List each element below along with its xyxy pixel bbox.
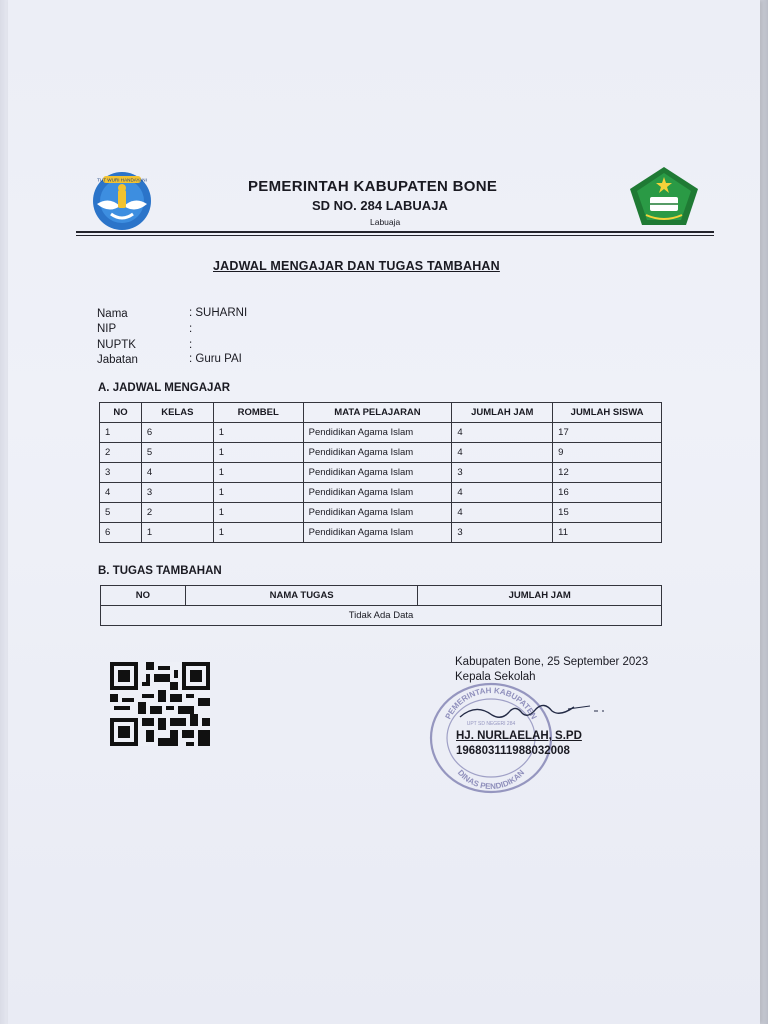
stamp-bottom-text: DINAS PENDIDIKAN bbox=[455, 768, 527, 792]
table-cell: 3 bbox=[452, 463, 553, 483]
section-a-heading: A. JADWAL MENGAJAR bbox=[98, 382, 231, 394]
table-cell: Pendidikan Agama Islam bbox=[303, 423, 452, 443]
table-cell: 16 bbox=[553, 483, 662, 503]
table-cell: Pendidikan Agama Islam bbox=[303, 463, 452, 483]
stamp-top-text: PEMERINTAH KABUPATEN bbox=[443, 685, 539, 721]
table-row bbox=[100, 423, 662, 443]
column-header: JUMLAH SISWA bbox=[553, 403, 662, 423]
signature-role: Kepala Sekolah bbox=[455, 671, 536, 683]
table-cell: 1 bbox=[213, 523, 303, 543]
header-rule bbox=[76, 231, 714, 233]
table-cell: 4 bbox=[452, 503, 553, 523]
table-cell: 3 bbox=[100, 463, 142, 483]
table-cell: 12 bbox=[553, 463, 662, 483]
table-cell: 3 bbox=[141, 483, 213, 503]
table-row bbox=[101, 606, 662, 626]
column-header: ROMBEL bbox=[213, 403, 303, 423]
table-cell: Pendidikan Agama Islam bbox=[303, 503, 452, 523]
table-header-row bbox=[101, 586, 662, 606]
table-cell: 5 bbox=[100, 503, 142, 523]
identity-label-jabatan: Jabatan bbox=[97, 354, 138, 366]
signature-place-date: Kabupaten Bone, 25 September 2023 bbox=[455, 656, 649, 668]
table-row bbox=[100, 443, 662, 463]
table-cell: Pendidikan Agama Islam bbox=[303, 443, 452, 463]
table-cell: 1 bbox=[100, 423, 142, 443]
table-cell: 4 bbox=[452, 443, 553, 463]
table-cell: 1 bbox=[213, 463, 303, 483]
column-header: MATA PELAJARAN bbox=[303, 403, 452, 423]
table-cell: 6 bbox=[100, 523, 142, 543]
column-header: JUMLAH JAM bbox=[418, 586, 662, 606]
identity-value-nuptk: : bbox=[189, 339, 193, 351]
column-header: NAMA TUGAS bbox=[185, 586, 418, 606]
teaching-schedule-table bbox=[99, 402, 662, 543]
identity-label-nama: Nama bbox=[97, 308, 128, 320]
table-cell: Pendidikan Agama Islam bbox=[303, 523, 452, 543]
table-row bbox=[100, 523, 662, 543]
table-cell: 9 bbox=[553, 443, 662, 463]
school-name: SD NO. 284 LABUAJA bbox=[312, 198, 448, 213]
table-row bbox=[100, 503, 662, 523]
table-cell: 1 bbox=[141, 523, 213, 543]
handwritten-signature bbox=[456, 695, 606, 727]
table-cell: 4 bbox=[452, 483, 553, 503]
tut-wuri-handayani-logo bbox=[87, 170, 157, 232]
government-name: PEMERINTAH KABUPATEN BONE bbox=[248, 178, 498, 195]
principal-nip: 196803111988032008 bbox=[456, 745, 570, 757]
section-b-heading: B. TUGAS TAMBAHAN bbox=[98, 565, 222, 577]
identity-label-nip: NIP bbox=[97, 323, 117, 335]
header-rule-thin bbox=[76, 235, 714, 236]
qr-code bbox=[110, 661, 210, 747]
column-header: KELAS bbox=[141, 403, 213, 423]
table-cell: 2 bbox=[100, 443, 142, 463]
table-cell: 6 bbox=[141, 423, 213, 443]
table-cell: 1 bbox=[213, 423, 303, 443]
column-header: NO bbox=[100, 403, 142, 423]
table-cell: 4 bbox=[141, 463, 213, 483]
table-cell: 1 bbox=[213, 483, 303, 503]
principal-name: HJ. NURLAELAH, S.PD bbox=[456, 730, 582, 742]
empty-table-message: Tidak Ada Data bbox=[101, 606, 662, 626]
table-cell: 2 bbox=[141, 503, 213, 523]
school-town: Labuaja bbox=[370, 217, 401, 227]
identity-value-jabatan: : Guru PAI bbox=[189, 353, 242, 365]
table-cell: 4 bbox=[452, 423, 553, 443]
document-title: JADWAL MENGAJAR DAN TUGAS TAMBAHAN bbox=[213, 259, 500, 273]
table-cell: 15 bbox=[553, 503, 662, 523]
table-cell: 17 bbox=[553, 423, 662, 443]
identity-value-nama: : SUHARNI bbox=[189, 307, 248, 319]
table-cell: 11 bbox=[553, 523, 662, 543]
table-cell: 1 bbox=[213, 503, 303, 523]
table-header-row bbox=[100, 403, 662, 423]
table-cell: 1 bbox=[213, 443, 303, 463]
identity-value-nip: : bbox=[189, 323, 193, 335]
logo-ribbon-text: TUT WURI HANDAYANI bbox=[97, 177, 147, 183]
column-header: NO bbox=[101, 586, 186, 606]
table-row bbox=[100, 463, 662, 483]
kementerian-agama-logo bbox=[628, 165, 700, 227]
table-cell: 3 bbox=[452, 523, 553, 543]
column-header: JUMLAH JAM bbox=[452, 403, 553, 423]
table-cell: 4 bbox=[100, 483, 142, 503]
stamp-middle-text: UPT SD NEGERI 284 bbox=[466, 721, 516, 727]
additional-duties-table bbox=[100, 585, 662, 626]
table-cell: Pendidikan Agama Islam bbox=[303, 483, 452, 503]
table-cell: 5 bbox=[141, 443, 213, 463]
table-row bbox=[100, 483, 662, 503]
identity-label-nuptk: NUPTK bbox=[97, 339, 136, 351]
